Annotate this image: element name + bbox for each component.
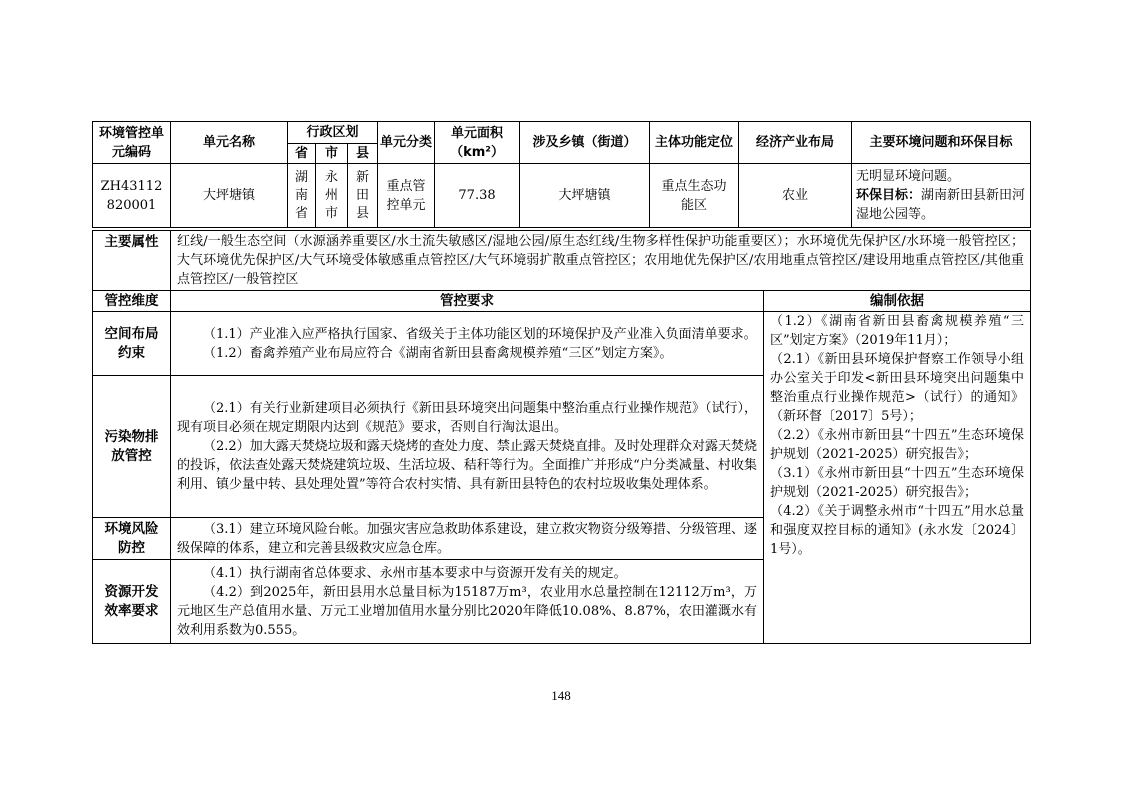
header-category: 单元分类 [378,122,435,164]
header-province: 省 [288,144,316,164]
requirement-item: （3.1）建立环境风险台帐。加强灾害应急救助体系建设，建立救灾物资分级筹措、分级管理、逐级保障的体系，建立和完善县级救灾应急仓库。 [177,521,757,556]
header-county: 县 [348,144,378,164]
control-table [92,230,1031,644]
unit-area: 77.38 [435,164,520,228]
header-code: 环境管控单元编码 [93,122,171,164]
requirement-item: （1.2）畜禽养殖产业布局应符合《湖南省新田县畜禽规模养殖“三区”划定方案》。 [203,345,673,361]
header-area: 单元面积（km²） [435,122,520,164]
header-function: 主体功能定位 [650,122,739,164]
basis-header: 编制依据 [764,291,1031,312]
unit-category: 重点管控单元 [378,164,435,228]
requirements-pollution [171,376,764,518]
unit-city: 永州市 [316,164,348,228]
requirements-header: 管控要求 [171,291,764,312]
requirement-item: （2.1）有关行业新建项目必须执行《新田县环境突出问题集中整治重点行业操作规范》（试行），现有项目必须在规定期限内达到《规范》要求，否则自行淘汰退出。 [177,401,757,435]
basis-item: （2.2）《永州市新田县“十四五”生态环境保护规划（2021-2025）研究报告》； [770,428,1024,462]
unit-info-table [92,121,1031,228]
unit-function: 重点生态功能区 [650,164,739,228]
header-admin: 行政区划 [288,122,378,144]
unit-province: 湖南省 [288,164,316,228]
header-issues: 主要环境问题和环保目标 [852,122,1031,164]
basis-cell [764,312,1031,644]
attributes-text: 红线/一般生态空间（水源涵养重要区/水土流失敏感区/湿地公园/原生态红线/生物多样性保护功能重要区）；水环境优先保护区/水环境一般管控区；大气环境优先保护区/大气环境受体敏感重点管控区/大气环境弱扩散重点管控区；农用地优先保护区/农用地重点管控区/建设用地重点管控区/其他重点管控区/一般管控区 [171,231,1031,291]
page-number: 148 [551,688,571,703]
header-city: 市 [316,144,348,164]
requirement-item: （2.2）加大露天焚烧垃圾和露天烧烤的查处力度、禁止露天焚烧直排。及时处理群众对露天焚烧的投诉，依法查处露天焚烧建筑垃圾、生活垃圾、秸秆等行为。全面推广并形成“户分类减量、村收集利用、镇少量中转、县处理处置”等符合农村实情、具有新田县特色的农村垃圾收集处理体系。 [177,439,757,492]
unit-towns: 大坪塘镇 [520,164,650,228]
basis-item: （1.2）《湖南省新田县畜禽规模养殖“三区”划定方案》（2019年11月）； [770,314,1024,348]
attributes-label: 主要属性 [93,231,171,291]
goal-label: 环保目标： [856,188,922,203]
unit-county: 新田县 [348,164,378,228]
unit-name: 大坪塘镇 [171,164,288,228]
requirements-resource [171,560,764,644]
unit-industry: 农业 [739,164,852,228]
header-name: 单元名称 [171,122,288,164]
unit-code: ZH43112820001 [93,164,171,228]
basis-item: （2.1）《新田县环境保护督察工作领导小组办公室关于印发<新田县环境突出问题集中整治重点行业操作规范>（试行）的通知》（新环督〔2017〕5号）； [770,352,1024,424]
requirement-item: （4.1）执行湖南省总体要求、永州市基本要求中与资源开发有关的规定。 [203,565,627,581]
requirement-item: （4.2）到2025年，新田县用水总量目标为15187万m³，农业用水总量控制在12112万m³，万元地区生产总值用水量、万元工业增加值用水量分别比2020年降低10.08%、8.87%，农田灌溉水有效利用系数为0.555。 [177,584,757,638]
requirements-risk [171,518,764,560]
basis-item: （3.1）《永州市新田县“十四五”生态环境保护规划（2021-2025）研究报告》； [770,466,1024,500]
header-towns: 涉及乡镇（街道） [520,122,650,164]
goal-text: 湖南新田县新田河湿地公园等。 [856,188,1026,222]
dimension-label-risk: 环境风险防控 [93,518,171,560]
dimension-label-pollution: 污染物排放管控 [93,376,171,518]
header-industry: 经济产业布局 [739,122,852,164]
requirements-space [171,312,764,376]
basis-item: （4.2）《关于调整永州市“十四五”用水总量和强度双控目标的通知》(永水发〔2024〕1号）。 [770,504,1024,557]
dimension-label-resource: 资源开发效率要求 [93,560,171,644]
dimension-label-space: 空间布局约束 [93,312,171,376]
unit-issues-cell [852,164,1031,228]
unit-goal [856,186,1026,224]
unit-issue: 无明显环境问题。 [856,169,961,184]
dimension-header: 管控维度 [93,291,171,312]
requirement-item: （1.1）产业准入应严格执行国家、省级关于主体功能区划的环境保护及产业准入负面清单要求。 [203,326,757,342]
